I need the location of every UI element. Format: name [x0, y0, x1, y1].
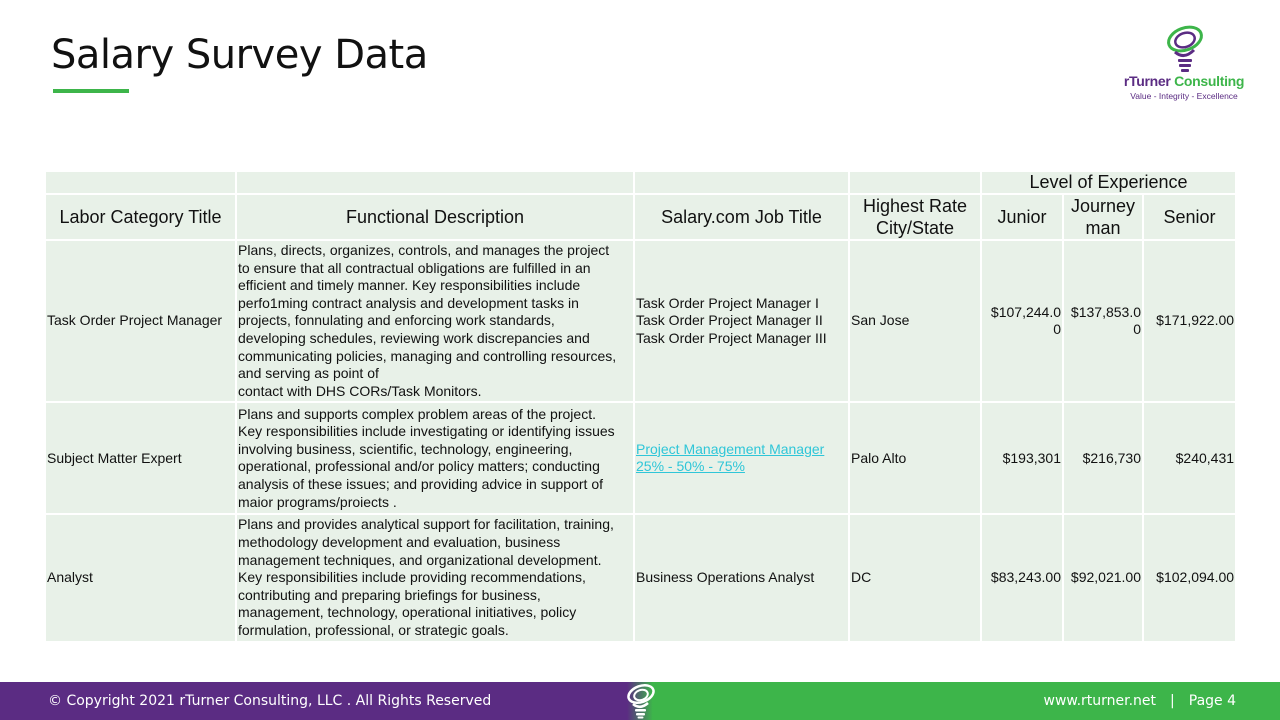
row-city: Palo Alto	[849, 402, 981, 514]
job-title-line: Task Order Project Manager I	[636, 294, 819, 311]
description-line: to ensure that all contractual obligations are fulfilled in an	[238, 259, 591, 276]
rate-line: $107,244.0	[990, 303, 1061, 320]
description-line: operational, professional and/or policy matters; conducting	[238, 458, 600, 475]
row-senior-rate: $102,094.00	[1143, 514, 1236, 641]
description-line: Plans and provides analytical support for facilitation, training,	[238, 516, 614, 533]
description-line: methodology development and evaluation, business	[238, 533, 561, 550]
description-line: projects, fonnulating and enforcing work standards,	[238, 312, 555, 329]
rate-line: $137,853.0	[1070, 303, 1141, 320]
row-senior-rate: $171,922.00	[1143, 240, 1236, 402]
row-city: San Jose	[849, 240, 981, 402]
description-line: developing schedules, reviewing work discrepancies and	[238, 329, 590, 346]
description-line: analysis of these issues; and providing advice in support of	[238, 475, 603, 492]
footer-bar	[0, 682, 1280, 720]
empty-header-cell	[849, 172, 981, 194]
row-journeyman-rate: $92,021.00	[1063, 514, 1143, 641]
row-job-title	[634, 240, 849, 402]
header-labor-category: Labor Category Title	[46, 194, 236, 240]
row-junior-rate	[981, 240, 1063, 402]
row-journeyman-rate: $216,730	[1063, 402, 1143, 514]
header-highest-rate-city: Highest Rate City/State	[849, 194, 981, 240]
logo-tagline: Value - Integrity - Excellence	[1130, 91, 1238, 101]
row-city: DC	[849, 514, 981, 641]
percentile-link[interactable]: 25% - 50% - 75%	[636, 458, 745, 475]
empty-header-cell	[634, 172, 849, 194]
description-line: involving business, scientific, technology, engineering,	[238, 440, 573, 457]
description-line: perfo1ming contract analysis and development tasks in	[238, 294, 579, 311]
description-line: formulation, professional, or strategic goals.	[238, 621, 509, 638]
header-senior: Senior	[1143, 194, 1236, 240]
description-line: management, technology, operational initiatives, policy	[238, 604, 577, 621]
copyright-text: © Copyright 2021 rTurner Consulting, LLC . All Rights Reserved	[48, 693, 492, 709]
header-functional-description: Functional Description	[236, 194, 634, 240]
row-job-title	[634, 402, 849, 514]
description-line: contributing and preparing briefings for business,	[238, 586, 541, 603]
header-journeyman: Journey man	[1063, 194, 1143, 240]
job-title-line: Task Order Project Manager II	[636, 312, 823, 329]
job-title-line: Task Order Project Manager III	[636, 329, 827, 346]
empty-header-cell	[46, 172, 236, 194]
row-description	[236, 402, 634, 514]
description-line: Key responsibilities include investigating or identifying issues	[238, 423, 615, 440]
level-of-experience-header: Level of Experience	[981, 172, 1236, 194]
description-line: management techniques, and organizational development.	[238, 551, 602, 568]
description-line: Key responsibilities include providing recommendations,	[238, 569, 586, 586]
description-line: and serving as point of	[238, 365, 379, 382]
company-logo	[1118, 22, 1250, 104]
row-journeyman-rate	[1063, 240, 1143, 402]
row-description	[236, 240, 634, 402]
empty-header-cell	[236, 172, 634, 194]
description-line: contact with DHS CORs/Task Monitors.	[238, 382, 482, 399]
lightbulb-logo-icon	[1158, 22, 1210, 74]
row-senior-rate: $240,431	[1143, 402, 1236, 514]
website-link[interactable]: www.rturner.net	[1043, 693, 1157, 709]
salary-table	[46, 172, 1237, 643]
row-junior-rate: $193,301	[981, 402, 1063, 514]
logo-name	[1118, 73, 1250, 89]
description-line: efficient and timely manner. Key responsibilities include	[238, 277, 581, 294]
logo-name-part1: rTurner	[1123, 73, 1171, 89]
table-row	[46, 240, 1236, 402]
page-number: Page 4	[1188, 693, 1236, 709]
table-group-header-row	[46, 172, 1236, 194]
description-line: maior programs/proiects .	[238, 493, 397, 510]
footer-right	[1044, 693, 1237, 709]
logo-name-part2: Consulting	[1170, 73, 1245, 89]
table-row	[46, 514, 1236, 641]
description-line: Plans and supports complex problem areas of the project.	[238, 405, 596, 422]
job-title-line: Business Operations Analyst	[636, 569, 815, 586]
rate-line: 0	[1053, 321, 1061, 338]
header-job-title: Salary.com Job Title	[634, 194, 849, 240]
lightbulb-logo-icon	[619, 683, 661, 719]
row-category: Task Order Project Manager	[46, 240, 236, 402]
footer-separator: |	[1170, 693, 1175, 709]
row-description	[236, 514, 634, 641]
row-category: Subject Matter Expert	[46, 402, 236, 514]
rate-line: 0	[1133, 321, 1141, 338]
row-job-title	[634, 514, 849, 641]
row-category: Analyst	[46, 514, 236, 641]
table-row	[46, 402, 1236, 514]
slide-title: Salary Survey Data	[51, 32, 428, 78]
table-header-row	[46, 194, 1236, 240]
salary-link[interactable]: Project Management Manager	[636, 440, 825, 457]
header-junior: Junior	[981, 194, 1063, 240]
row-junior-rate: $83,243.00	[981, 514, 1063, 641]
description-line: Plans, directs, organizes, controls, and manages the project	[238, 242, 610, 258]
title-underline	[53, 89, 129, 93]
description-line: communicating policies, managing and controlling resources,	[238, 347, 617, 364]
